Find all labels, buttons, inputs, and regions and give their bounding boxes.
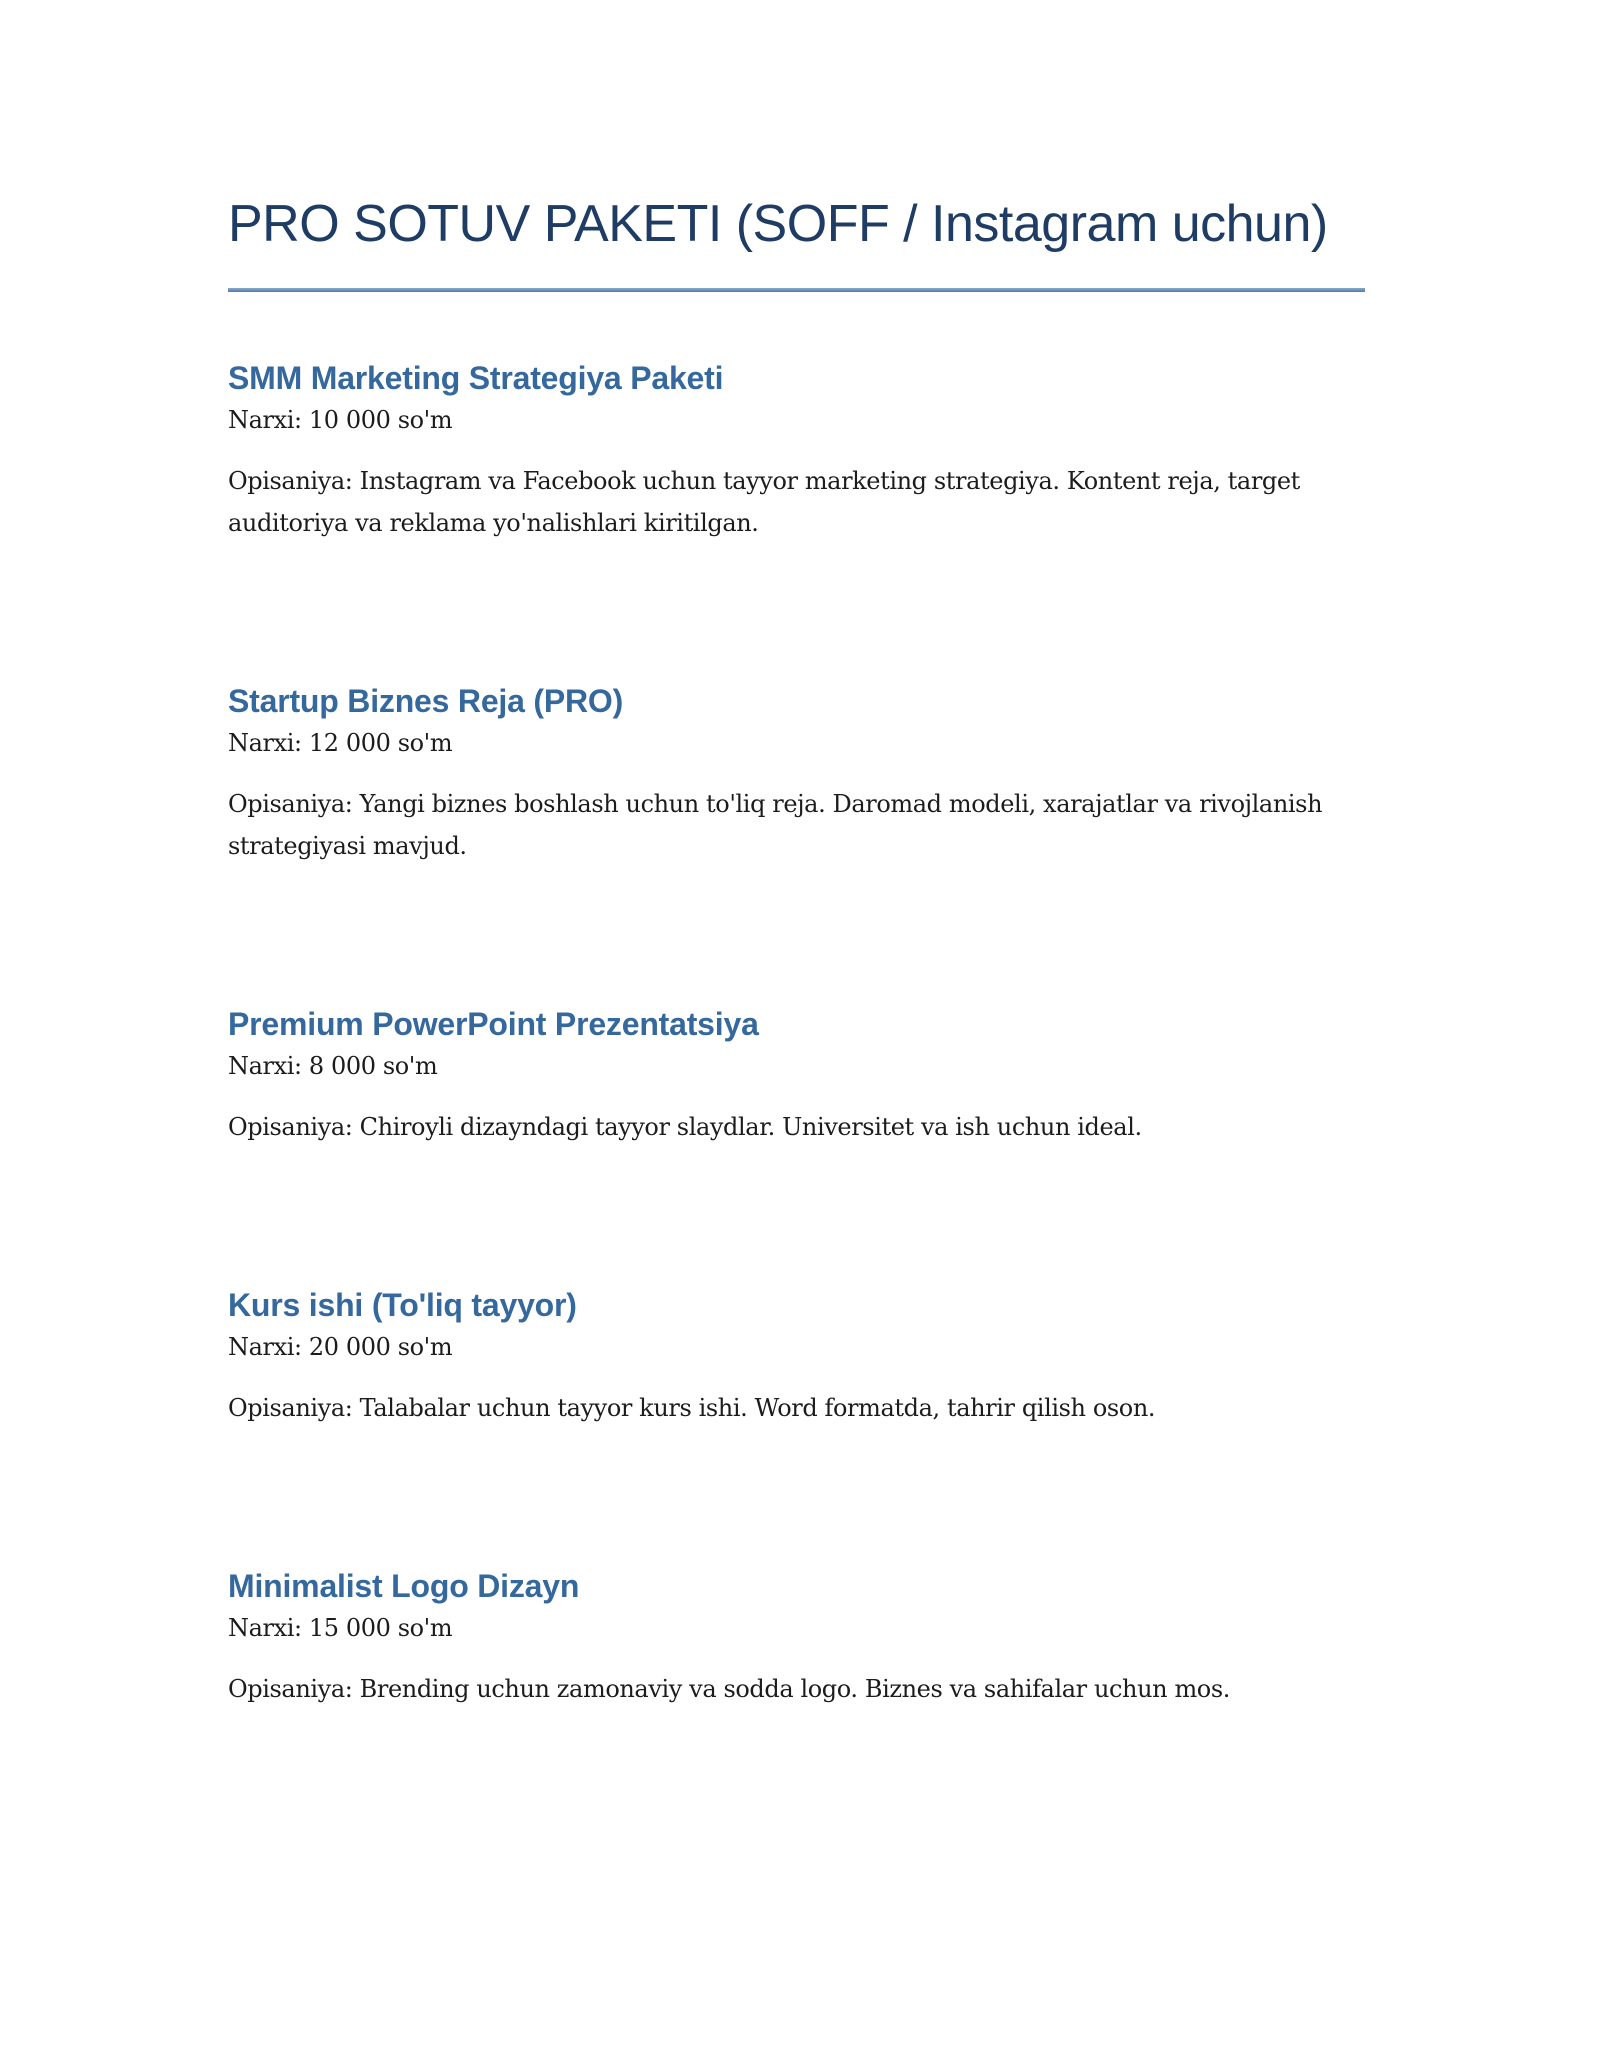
section-price: Narxi: 15 000 so'm — [228, 1614, 453, 1642]
section-heading: Minimalist Logo Dizayn — [228, 1568, 580, 1604]
section-heading: SMM Marketing Strategiya Paketi — [228, 360, 724, 396]
section-heading: Startup Biznes Reja (PRO) — [228, 683, 624, 719]
product-section — [228, 1564, 1365, 1710]
section-description: Opisaniya: Instagram va Facebook uchun tayyor marketing strategiya. Kontent reja, target auditoriya va reklama yo'nalishlari kiritilgan. — [228, 467, 1300, 537]
section-description: Opisaniya: Brending uchun zamonaviy va sodda logo. Biznes va sahifalar uchun mos. — [228, 1675, 1231, 1703]
product-section — [228, 679, 1365, 867]
section-description: Opisaniya: Talabalar uchun tayyor kurs ishi. Word formatda, tahrir qilish oson. — [228, 1394, 1156, 1422]
product-section — [228, 1002, 1365, 1148]
page-title: PRO SOTUV PAKETI (SOFF / Instagram uchun) — [228, 195, 1328, 253]
section-price: Narxi: 8 000 so'm — [228, 1052, 438, 1080]
section-price: Narxi: 12 000 so'm — [228, 729, 453, 757]
title-underline-rule — [228, 288, 1365, 292]
product-section — [228, 356, 1365, 544]
section-price: Narxi: 10 000 so'm — [228, 406, 453, 434]
section-heading: Premium PowerPoint Prezentatsiya — [228, 1006, 759, 1042]
section-price: Narxi: 20 000 so'm — [228, 1333, 453, 1361]
section-description: Opisaniya: Chiroyli dizayndagi tayyor slaydlar. Universitet va ish uchun ideal. — [228, 1113, 1142, 1141]
section-heading: Kurs ishi (To'liq tayyor) — [228, 1287, 577, 1323]
section-description: Opisaniya: Yangi biznes boshlash uchun to'liq reja. Daromad modeli, xarajatlar va rivojlanish strategiyasi mavjud. — [228, 790, 1323, 860]
product-section — [228, 1283, 1365, 1429]
